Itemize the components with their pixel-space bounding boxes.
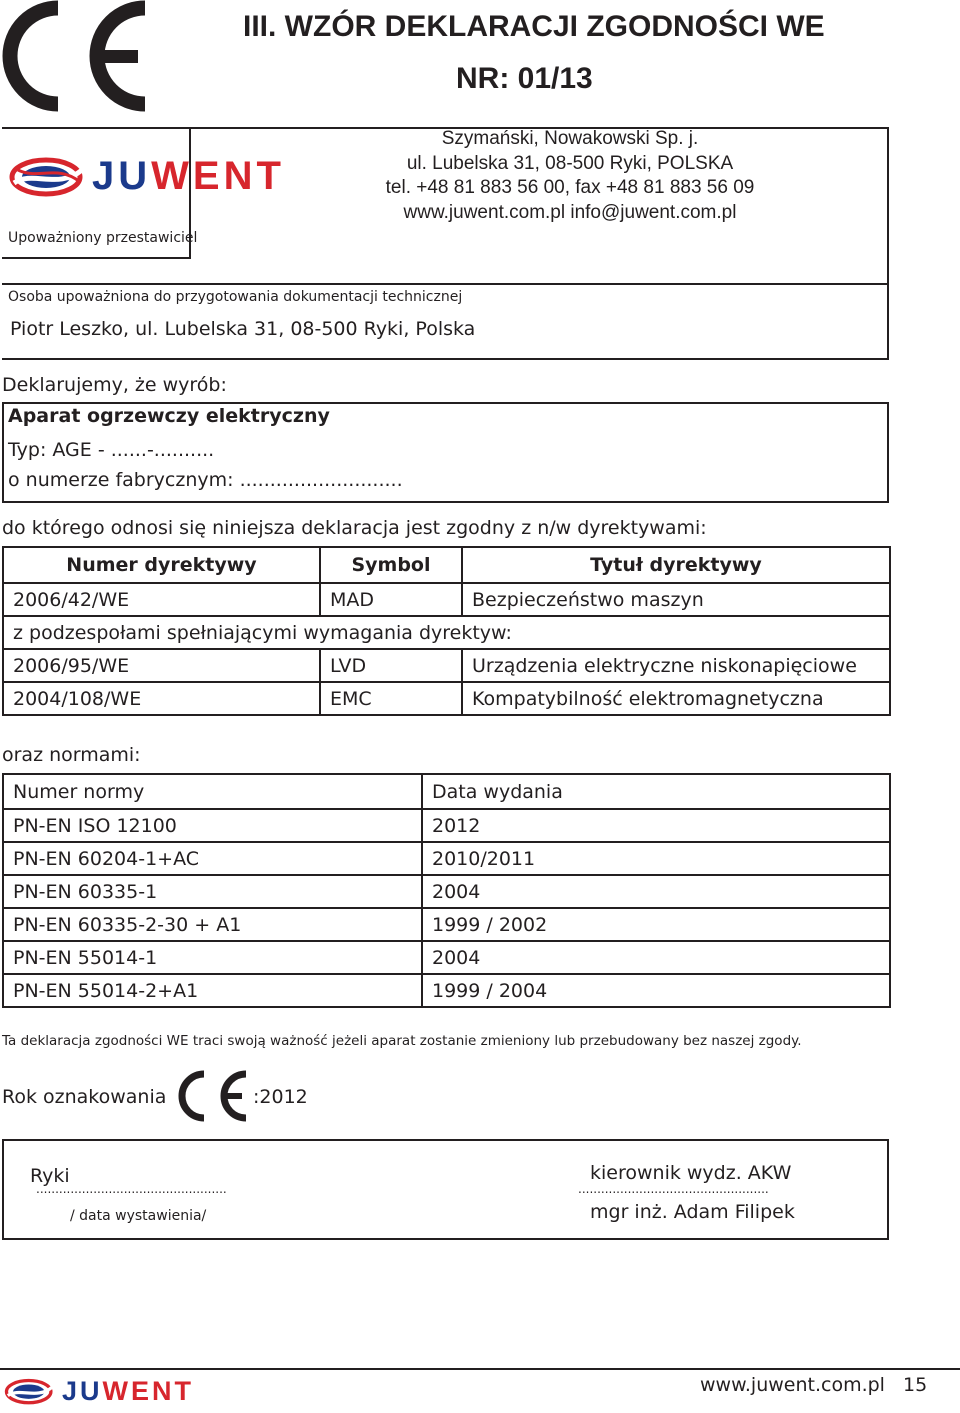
company-address-block <box>190 127 950 225</box>
norm-number: PN-EN 60335-1 <box>3 875 422 908</box>
norm-date: 1999 / 2002 <box>422 908 890 941</box>
product-type: Typ: AGE - ......-.......... <box>8 439 215 461</box>
validity-note: Ta deklaracja zgodności WE traci swoją ważność jeżeli aparat zostanie zmieniony lub przebudowany bez naszej zgody. <box>2 1033 802 1049</box>
page-number: 15 <box>903 1374 928 1396</box>
footer-logo <box>2 1374 272 1410</box>
table-row <box>3 616 890 649</box>
norms-intro: oraz normami: <box>2 744 141 766</box>
directive-title: Kompatybilność elektromagnetyczna <box>462 682 890 715</box>
product-name: Aparat ogrzewczy elektryczny <box>8 405 330 427</box>
norm-date: 2012 <box>422 809 890 842</box>
company-web: www.juwent.com.pl info@juwent.com.pl <box>403 201 737 223</box>
norms-header-date: Data wydania <box>422 774 890 809</box>
tech-doc-person: Piotr Leszko, ul. Lubelska 31, 08-500 Ryki, Polska <box>10 318 476 340</box>
directives-header-symbol: Symbol <box>320 547 462 583</box>
directive-number: 2006/95/WE <box>3 649 320 682</box>
signature-dots-right: .................................................. <box>578 1182 769 1196</box>
ce-mark-small-icon <box>178 1070 250 1122</box>
company-phone: tel. +48 81 883 56 00, fax +48 81 883 56 09 <box>385 177 755 198</box>
directive-symbol: MAD <box>320 583 462 616</box>
norms-header-number: Numer normy <box>3 774 422 809</box>
footer-logo-text: JUWENT <box>62 1376 194 1406</box>
signature-position: kierownik wydz. AKW <box>590 1162 792 1184</box>
tech-doc-label: Osoba upoważniona do przygotowania dokumentacji technicznej <box>8 289 463 305</box>
directives-header-row <box>3 547 890 583</box>
signature-date-caption: / data wystawienia/ <box>70 1208 207 1224</box>
signature-dots-left: .................................................. <box>36 1182 227 1196</box>
directive-title: Urządzenia elektryczne niskonapięciowe <box>462 649 890 682</box>
ce-mark-icon <box>0 0 150 112</box>
norms-header-row <box>3 774 890 809</box>
directives-table <box>2 546 891 716</box>
product-serial: o numerze fabrycznym: ........................... <box>8 469 403 491</box>
signature-name: mgr inż. Adam Filipek <box>590 1201 795 1223</box>
footer-divider <box>0 1368 960 1370</box>
directive-number: 2006/42/WE <box>3 583 320 616</box>
norm-date: 2010/2011 <box>422 842 890 875</box>
directives-sub-label: z podzespołami spełniającymi wymagania dyrektyw: <box>3 616 890 649</box>
directives-header-title: Tytuł dyrektywy <box>462 547 890 583</box>
norm-number: PN-EN 60335-2-30 + A1 <box>3 908 422 941</box>
juwent-logo-text: JUWENT <box>92 154 285 198</box>
representative-label: Upoważniony przestawiciel <box>8 230 198 246</box>
table-row <box>3 842 890 875</box>
norm-date: 1999 / 2004 <box>422 974 890 1007</box>
table-row <box>3 583 890 616</box>
directive-title: Bezpieczeństwo maszyn <box>462 583 890 616</box>
marking-year: :2012 <box>253 1086 308 1108</box>
company-street: ul. Lubelska 31, 08-500 Ryki, POLSKA <box>406 152 734 174</box>
norms-table <box>2 773 891 1008</box>
directive-symbol: EMC <box>320 682 462 715</box>
table-row <box>3 682 890 715</box>
juwent-emblem-icon <box>2 1374 58 1408</box>
table-row <box>3 875 890 908</box>
document-title: III. WZÓR DEKLARACJI ZGODNOŚCI WE <box>243 10 825 43</box>
table-row <box>3 649 890 682</box>
norm-number: PN-EN ISO 12100 <box>3 809 422 842</box>
signature-place: Ryki <box>30 1165 70 1187</box>
table-row <box>3 974 890 1007</box>
company-name: Szymański, Nowakowski Sp. j. <box>441 128 699 149</box>
footer-url[interactable]: www.juwent.com.pl <box>700 1374 885 1396</box>
marking-label: Rok oznakowania <box>2 1086 167 1108</box>
directives-header-number: Numer dyrektywy <box>3 547 320 583</box>
norm-date: 2004 <box>422 875 890 908</box>
directive-symbol: LVD <box>320 649 462 682</box>
directives-intro: do którego odnosi się niniejsza deklaracja jest zgodny z n/w dyrektywami: <box>2 517 707 539</box>
table-row <box>3 809 890 842</box>
product-intro: Deklarujemy, że wyrób: <box>2 374 227 396</box>
norm-number: PN-EN 55014-1 <box>3 941 422 974</box>
table-row <box>3 941 890 974</box>
norm-number: PN-EN 55014-2+A1 <box>3 974 422 1007</box>
declaration-number: NR: 01/13 <box>456 62 593 95</box>
juwent-emblem-icon <box>8 150 88 202</box>
table-row <box>3 908 890 941</box>
norm-number: PN-EN 60204-1+AC <box>3 842 422 875</box>
directive-number: 2004/108/WE <box>3 682 320 715</box>
norm-date: 2004 <box>422 941 890 974</box>
